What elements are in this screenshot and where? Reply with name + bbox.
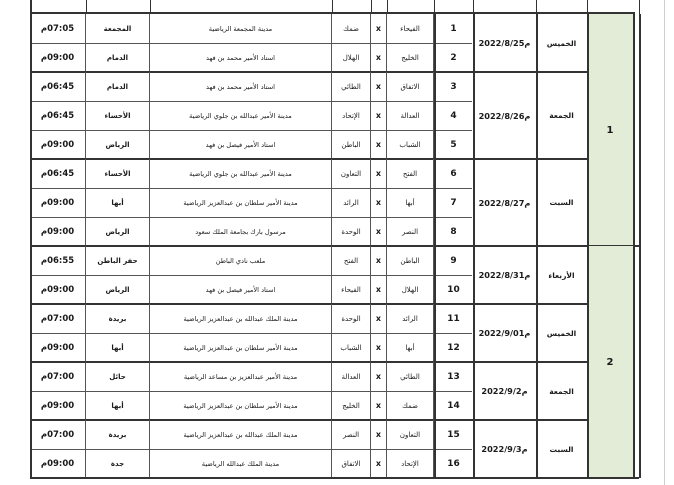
versus-mark: x — [371, 188, 387, 217]
away-team: التعاون — [332, 159, 371, 188]
kickoff-time: 07:00م — [30, 304, 86, 333]
kickoff-time: 09:00م — [30, 391, 86, 420]
grid-column-line — [434, 14, 436, 478]
away-team: الباطن — [332, 130, 371, 159]
match-row — [30, 43, 435, 73]
match-city: أبها — [86, 333, 150, 362]
versus-mark: x — [371, 391, 387, 420]
match-city: جدة — [86, 449, 150, 478]
away-team: الطائي — [332, 72, 371, 101]
match-stadium: ملعب نادي الباطن — [150, 246, 332, 275]
match-date: 2022/8/26م — [478, 110, 531, 121]
kickoff-time: 09:00م — [30, 275, 86, 304]
away-team: الفتح — [332, 246, 371, 275]
match-row — [30, 275, 435, 305]
home-team: أبها — [387, 333, 434, 362]
match-day: الجمعة — [549, 111, 574, 120]
match-stadium: مدينة الأمير عبدالله بن جلوي الرياضية — [150, 159, 332, 188]
match-stadium: استاد الأمير محمد بن فهد — [150, 72, 332, 101]
match-city: بريدة — [86, 420, 150, 449]
grid-column-line — [473, 14, 475, 478]
match-number: 13 — [435, 362, 472, 392]
versus-mark: x — [371, 130, 387, 159]
match-row — [30, 362, 435, 392]
match-city: الأحساء — [86, 101, 150, 130]
match-city: أبها — [86, 391, 150, 420]
versus-mark: x — [371, 246, 387, 275]
match-city: حفر الباطن — [86, 246, 150, 275]
match-number: 4 — [435, 101, 472, 131]
versus-mark: x — [371, 14, 387, 43]
away-team: الوحدة — [332, 217, 371, 246]
match-stadium: استاد الأمير فيصل بن فهد — [150, 130, 332, 159]
match-number: 9 — [435, 246, 472, 276]
match-stadium: مرسول بارك بجامعة الملك سعود — [150, 217, 332, 246]
kickoff-time: 07:00م — [30, 420, 86, 449]
home-team: الرائد — [387, 304, 434, 333]
match-day: الخميس — [546, 38, 577, 48]
match-number: 3 — [435, 72, 472, 102]
home-team: الفيحاء — [387, 14, 434, 43]
match-stadium: مدينة الملك عبدالله الرياضية — [150, 449, 332, 478]
grid-column-line — [587, 14, 589, 478]
away-team: الشباب — [332, 333, 371, 362]
match-date: 2022/9/3م — [481, 444, 528, 454]
kickoff-time: 09:00م — [30, 43, 86, 72]
kickoff-time: 06:45م — [30, 159, 86, 188]
match-city: الرياض — [86, 217, 150, 246]
table-header-strip — [0, 0, 674, 14]
match-city: الرياض — [86, 130, 150, 159]
match-day: السبت — [549, 444, 574, 454]
match-stadium: مدينة الملك عبدالله بن عبدالعزيز الرياضية — [150, 420, 332, 449]
home-team: الطائي — [387, 362, 434, 391]
grid-column-line — [639, 14, 641, 478]
match-number: 6 — [435, 159, 472, 189]
home-team: ضمك — [387, 391, 434, 420]
match-city: أبها — [86, 188, 150, 217]
match-number: 14 — [435, 391, 472, 421]
match-city: الدمام — [86, 72, 150, 101]
match-day: السبت — [549, 198, 574, 207]
match-row — [30, 72, 435, 102]
match-day: الجمعة — [549, 386, 574, 396]
match-city: المجمعة — [86, 14, 150, 43]
away-team: الاتفاق — [332, 449, 371, 478]
match-stadium: استاد الأمير فيصل بن فهد — [150, 275, 332, 304]
match-number: 1 — [435, 14, 472, 44]
versus-mark: x — [371, 72, 387, 101]
match-city: حائل — [86, 362, 150, 391]
grid-column-line — [536, 14, 538, 478]
match-row — [30, 101, 435, 131]
match-stadium: مدينة الأمير سلطان بن عبدالعزيز الرياضية — [150, 188, 332, 217]
kickoff-time: 07:05م — [30, 14, 86, 43]
grid-column-line — [633, 14, 635, 478]
home-team: أبها — [387, 188, 434, 217]
match-date: 2022/8/31م — [478, 270, 531, 280]
away-team: الرائد — [332, 188, 371, 217]
match-number: 16 — [435, 449, 472, 479]
match-city: بريدة — [86, 304, 150, 333]
home-team: التعاون — [387, 420, 434, 449]
next-row-rule — [30, 477, 639, 478]
kickoff-time: 06:45م — [30, 101, 86, 130]
match-date: 2022/8/25م — [478, 38, 531, 48]
match-city: الأحساء — [86, 159, 150, 188]
match-stadium: استاد الأمير محمد بن فهد — [150, 43, 332, 72]
versus-mark: x — [371, 333, 387, 362]
kickoff-time: 07:00م — [30, 362, 86, 391]
away-team: الخليج — [332, 391, 371, 420]
home-team: العدالة — [387, 101, 434, 130]
match-stadium: مدينة الأمير سلطان بن عبدالعزيز الرياضية — [150, 391, 332, 420]
match-number: 12 — [435, 333, 472, 363]
match-row — [30, 246, 435, 276]
away-team: الوحدة — [332, 304, 371, 333]
home-team: الفتح — [387, 159, 434, 188]
match-day: الخميس — [546, 328, 577, 338]
match-number: 10 — [435, 275, 472, 305]
kickoff-time: 09:00م — [30, 217, 86, 246]
match-number: 15 — [435, 420, 472, 450]
match-number: 11 — [435, 304, 472, 334]
match-row — [30, 304, 435, 334]
kickoff-time: 09:00م — [30, 188, 86, 217]
match-stadium: مدينة الأمير سلطان بن عبدالعزيز الرياضية — [150, 333, 332, 362]
kickoff-time: 06:45م — [30, 72, 86, 101]
versus-mark: x — [371, 275, 387, 304]
match-row — [30, 217, 435, 247]
match-row — [30, 333, 435, 363]
versus-mark: x — [371, 449, 387, 478]
home-team: الشباب — [387, 130, 434, 159]
kickoff-time: 09:00م — [30, 130, 86, 159]
match-city: الدمام — [86, 43, 150, 72]
match-city: الرياض — [86, 275, 150, 304]
versus-mark: x — [371, 362, 387, 391]
away-team: النصر — [332, 420, 371, 449]
home-team: الخليج — [387, 43, 434, 72]
round-number: 2 — [606, 356, 614, 368]
match-stadium: مدينة المجمعة الرياضية — [150, 14, 332, 43]
kickoff-time: 09:00م — [30, 333, 86, 362]
home-team: الباطن — [387, 246, 434, 275]
match-day: الأربعاء — [548, 270, 575, 280]
match-row — [30, 420, 435, 450]
round-number: 1 — [606, 124, 614, 136]
versus-mark: x — [371, 101, 387, 130]
home-team: النصر — [387, 217, 434, 246]
away-team: الإتحاد — [332, 101, 371, 130]
match-date: 2022/9/2م — [481, 386, 528, 396]
match-row — [30, 449, 435, 479]
match-date: 2022/8/27م — [478, 197, 531, 208]
away-team: الهلال — [332, 43, 371, 72]
away-team: ضمك — [332, 14, 371, 43]
match-stadium: مدينة الأمير عبدالله بن جلوي الرياضية — [150, 101, 332, 130]
versus-mark: x — [371, 304, 387, 333]
match-number: 7 — [435, 188, 472, 218]
page-edge-line — [664, 0, 665, 485]
match-row — [30, 130, 435, 160]
match-row — [30, 159, 435, 189]
match-number: 5 — [435, 130, 472, 160]
versus-mark: x — [371, 217, 387, 246]
match-number: 2 — [435, 43, 472, 73]
match-row — [30, 188, 435, 218]
versus-mark: x — [371, 420, 387, 449]
header-cell — [0, 0, 32, 14]
match-stadium: مدينة الأمير عبدالعزيز بن مساعد الرياضية — [150, 362, 332, 391]
kickoff-time: 09:00م — [30, 449, 86, 478]
home-team: الهلال — [387, 275, 434, 304]
grid-column-line — [30, 14, 32, 478]
header-cell — [639, 0, 674, 14]
match-number: 8 — [435, 217, 472, 247]
match-row — [30, 391, 435, 421]
away-team: العدالة — [332, 362, 371, 391]
versus-mark: x — [371, 159, 387, 188]
home-team: الإتحاد — [387, 449, 434, 478]
versus-mark: x — [371, 43, 387, 72]
home-team: الاتفاق — [387, 72, 434, 101]
kickoff-time: 06:55م — [30, 246, 86, 275]
match-row — [30, 14, 435, 44]
match-stadium: مدينة الملك عبدالله بن عبدالعزيز الرياضية — [150, 304, 332, 333]
match-date: 2022/9/01م — [478, 328, 531, 338]
away-team: الفيحاء — [332, 275, 371, 304]
